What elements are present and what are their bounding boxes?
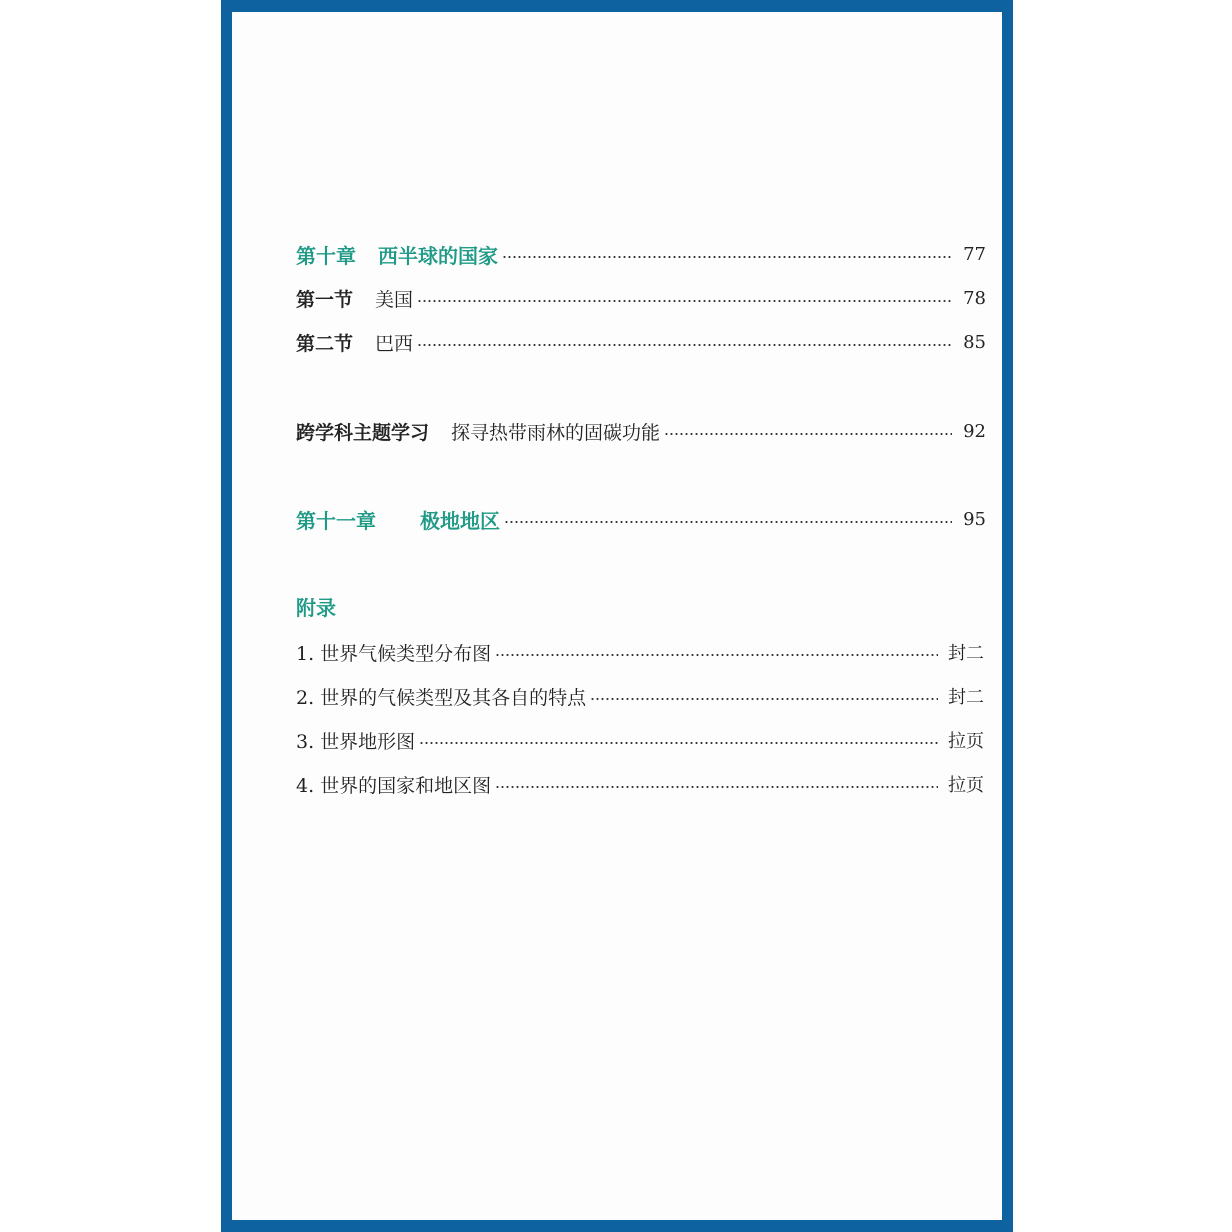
dot-leader <box>664 432 952 436</box>
section-label: 第一节 <box>296 288 354 311</box>
dot-leader <box>417 299 952 303</box>
section-label: 第二节 <box>296 332 354 355</box>
dot-leader <box>419 741 938 745</box>
page-number: 77 <box>963 243 986 265</box>
dot-leader <box>495 785 938 789</box>
toc-entry-chapter-10 <box>296 238 986 270</box>
chapter-label: 第十一章 <box>296 508 376 533</box>
toc-entry-cross-disciplinary <box>296 415 986 447</box>
appendix-item <box>296 724 984 756</box>
chapter-title: 西半球的国家 <box>378 243 498 268</box>
page-number: 78 <box>963 287 986 309</box>
appendix-item-title: 1. 世界气候类型分布图 <box>296 642 492 665</box>
appendix-item-title: 3. 世界地形图 <box>296 730 416 753</box>
page-number: 92 <box>963 420 986 442</box>
toc-entry-section-2 <box>296 326 986 358</box>
appendix-item-page: 拉页 <box>948 775 984 796</box>
appendix-item <box>296 680 984 712</box>
appendix-item-page: 封二 <box>948 687 984 708</box>
dot-leader <box>502 255 952 259</box>
appendix-item <box>296 636 984 668</box>
appendix-item-page: 拉页 <box>948 731 984 752</box>
section-title: 巴西 <box>375 332 414 355</box>
dot-leader <box>504 520 952 524</box>
dot-leader <box>495 653 938 657</box>
section-title: 美国 <box>375 288 414 311</box>
page-number: 95 <box>963 508 986 530</box>
dot-leader <box>417 343 952 347</box>
appendix-item <box>296 768 984 800</box>
toc-entry-section-1 <box>296 282 986 314</box>
appendix-item-page: 封二 <box>948 643 984 664</box>
dot-leader <box>590 697 938 701</box>
chapter-label: 第十章 <box>296 243 356 268</box>
section-label: 跨学科主题学习 <box>296 421 430 444</box>
section-title: 探寻热带雨林的固碳功能 <box>451 421 661 444</box>
appendix-item-title: 2. 世界的气候类型及其各自的特点 <box>296 686 587 709</box>
appendix-heading: 附录 <box>296 596 336 620</box>
appendix-item-title: 4. 世界的国家和地区图 <box>296 774 492 797</box>
toc-entry-chapter-11 <box>296 503 986 535</box>
document-page <box>232 12 1002 1220</box>
page-number: 85 <box>963 331 986 353</box>
chapter-title: 极地地区 <box>420 508 500 533</box>
